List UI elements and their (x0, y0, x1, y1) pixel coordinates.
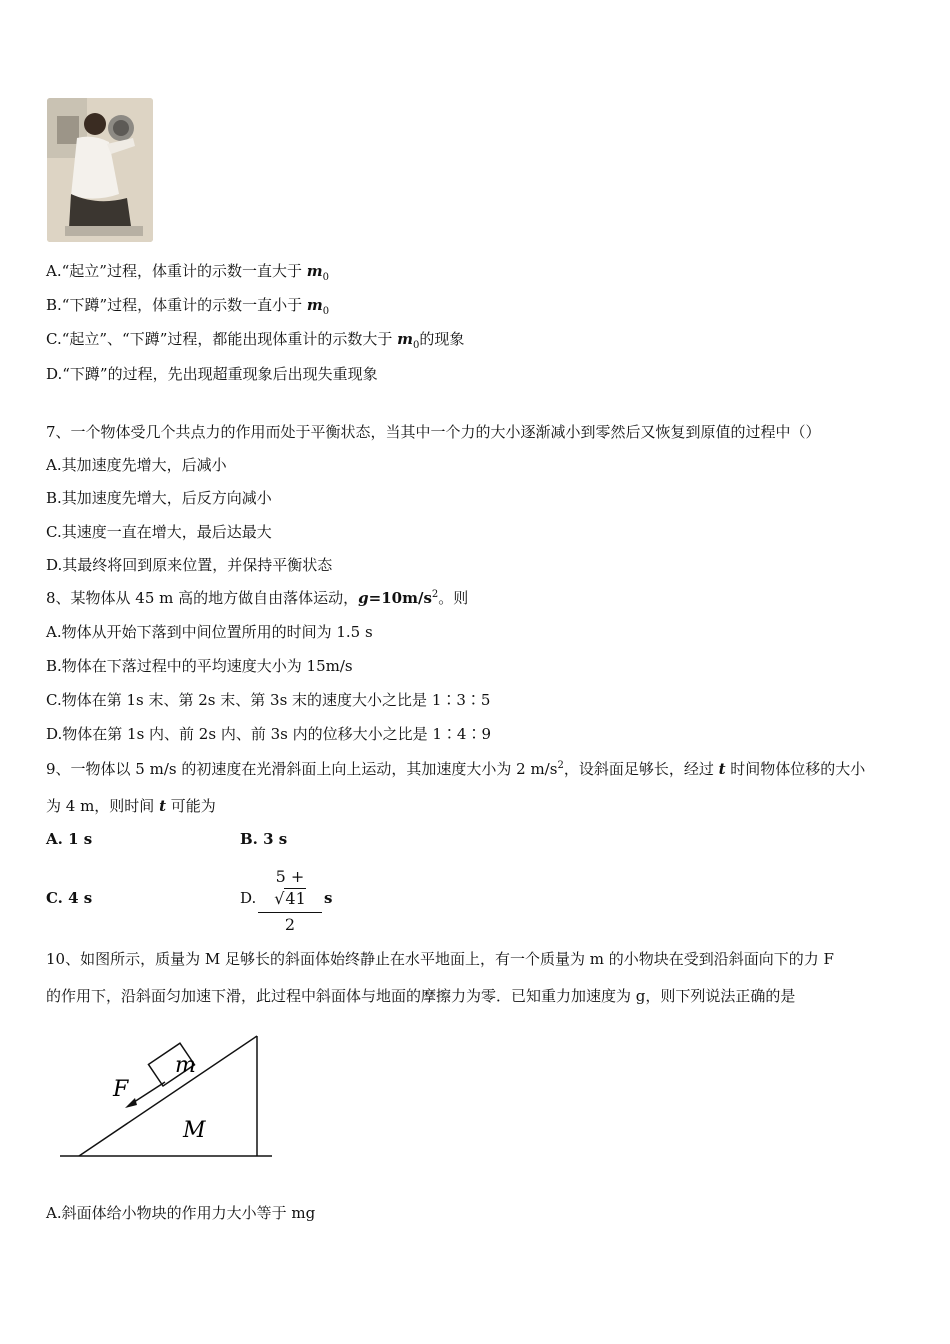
math-sup: 2 (431, 589, 439, 600)
q9-option-b: B. 3 s (240, 830, 288, 848)
q9-option-c: C. 4 s (46, 889, 93, 907)
q8-option-d: D.物体在第 1s 内、前 2s 内、前 3s 内的位移大小之比是 1∶4∶9 (46, 725, 491, 743)
q9-option-d-fraction (258, 866, 322, 935)
q9-stem-line2 (46, 795, 216, 816)
q7-option-b: B.其加速度先增大，后反方向减小 (46, 489, 272, 507)
stem-text: 8、某物体从 45 m 高的地方做自由落体运动， (46, 589, 359, 607)
math-sub: 0 (322, 306, 330, 317)
option-suffix: 的现象 (419, 330, 465, 348)
fraction-denominator: 2 (284, 915, 296, 934)
math-sub: 0 (322, 272, 329, 283)
math-sup: 2 (557, 760, 564, 771)
q8-option-a: A.物体从开始下落到中间位置所用的时间为 1.5 s (46, 623, 373, 641)
option-prefix: D. (46, 365, 63, 383)
q8-option-b: B.物体在下落过程中的平均速度大小为 15m/s (46, 657, 353, 675)
math-sub: 0 (413, 340, 420, 351)
option-text: “下蹲”过程，体重计的示数一直小于 (61, 296, 307, 314)
option-prefix: A. (46, 262, 62, 280)
q9-option-d-unit: s (324, 889, 333, 907)
label-m: m (175, 1053, 196, 1078)
math-var: m (306, 262, 323, 280)
q9-option-d-prefix: D. (240, 889, 257, 907)
q9-stem-line1 (46, 758, 865, 779)
stem-text: ，设斜面足够长，经过 (563, 760, 719, 778)
q6-option-d (46, 363, 378, 384)
fraction-bar (258, 912, 322, 913)
q8-stem (46, 587, 468, 608)
q10-option-a: A.斜面体给小物块的作用力大小等于 mg (46, 1204, 316, 1222)
label-F: F (113, 1077, 129, 1102)
math-var: g (358, 589, 369, 607)
math-var: t (159, 797, 167, 815)
q10-stem-line1: 10、如图所示，质量为 M 足够长的斜面体始终静止在水平地面上，有一个质量为 m 的小物块在受到沿斜面向下的力 F (46, 950, 834, 968)
option-text: “起立”过程，体重计的示数一直大于 (61, 262, 307, 280)
numerator-text: 5 + (275, 867, 305, 886)
q7-option-d: D.其最终将回到原来位置，并保持平衡状态 (46, 556, 333, 574)
q7-option-c: C.其速度一直在增大，最后达最大 (46, 523, 272, 541)
q6-option-a (46, 260, 329, 283)
stem-text: 时间物体位移的大小 (725, 760, 866, 778)
q6-option-b (46, 294, 329, 317)
stem-text: 9、一物体以 5 m/s 的初速度在光滑斜面上向上运动，其加速度大小为 2 m/s (46, 760, 558, 778)
stem-text: 。则 (438, 589, 469, 607)
math-var: t (718, 760, 726, 778)
math-var: m (306, 296, 323, 314)
option-text: “起立”、“下蹲”过程，都能出现体重计的示数大于 (61, 330, 398, 348)
option-prefix: C. (46, 330, 62, 348)
option-prefix: B. (46, 296, 62, 314)
stem-value: =10m/s (368, 589, 432, 607)
radicand: 41 (285, 889, 306, 908)
q6-option-c (46, 328, 464, 351)
label-M: M (183, 1118, 206, 1143)
option-text: “下蹲”的过程，先出现超重现象后出现失重现象 (62, 365, 378, 383)
q9-option-a: A. 1 s (46, 830, 93, 848)
q8-option-c: C.物体在第 1s 末、第 2s 末、第 3s 末的速度大小之比是 1∶3∶5 (46, 691, 491, 709)
q10-stem-line2: 的作用下，沿斜面匀加速下滑，此过程中斜面体与地面的摩擦力为零．已知重力加速度为 g，则下列说法正确的是 (46, 987, 796, 1005)
math-var: m (397, 330, 414, 348)
q7-stem: 7、一个物体受几个共点力的作用而处于平衡状态，当其中一个力的大小逐渐减小到零然后又恢复到原值的过程中（） (46, 423, 821, 441)
incline-figure (55, 1030, 277, 1164)
person-on-scale-image (47, 98, 153, 242)
q7-option-a: A.其加速度先增大，后减小 (46, 456, 227, 474)
q6-photo (47, 98, 153, 242)
stem-text: 可能为 (166, 797, 216, 815)
fraction-numerator: 5 + √41 (274, 867, 306, 908)
stem-text: 为 4 m，则时间 (46, 797, 160, 815)
